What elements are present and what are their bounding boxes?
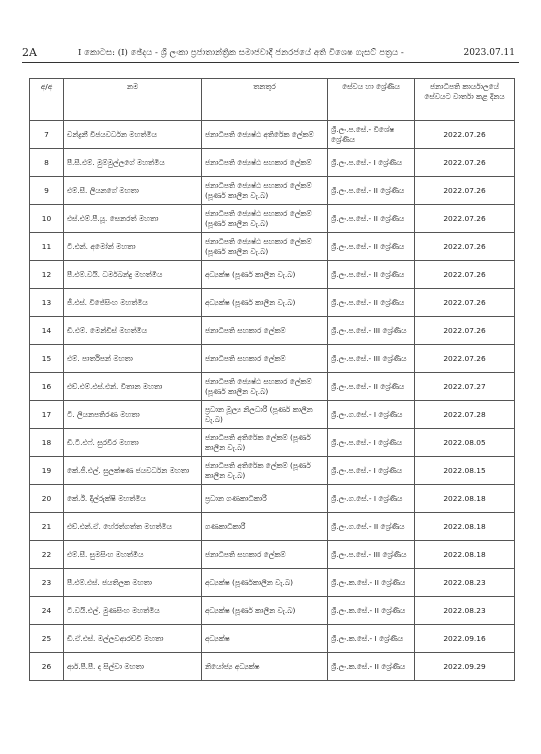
officer-name: ජී.එස්. විජේසිංහ මහත්මිය — [64, 289, 202, 317]
table-row — [30, 625, 515, 653]
table-row — [30, 541, 515, 569]
post-title: නියෝජ්‍ය අධ්‍යක්ෂ — [202, 653, 328, 681]
officer-name: පී.එම්.වයි. ධර්මබන්දු මහත්මිය — [64, 261, 202, 289]
serial-number: 22 — [30, 541, 64, 569]
post-title: ජනාධිපති ජ්‍යෙෂ්ඨ සහකාර ලේකම් (පූර්ණ කාලීන වැ.බ) — [202, 373, 328, 401]
serial-number: 8 — [30, 149, 64, 177]
report-date: 2022.08.05 — [415, 429, 515, 457]
report-date: 2022.07.26 — [415, 317, 515, 345]
table-row — [30, 569, 515, 597]
service-grade: ශ්‍රී.ලං.ප.සේ.- II ශ්‍රේණිය — [328, 373, 415, 401]
report-date: 2022.07.26 — [415, 121, 515, 149]
serial-number: 19 — [30, 457, 64, 485]
post-title: ජනාධිපති ජ්‍යෙෂ්ඨ සහකාර ලේකම් (පූර්ණ කාලීන වැ.බ) — [202, 177, 328, 205]
report-date: 2022.07.26 — [415, 289, 515, 317]
gazette-date: 2023.07.11 — [463, 48, 515, 58]
column-header-serial: අ/අ — [30, 79, 64, 121]
service-grade: ශ්‍රී.ලං.ප.සේ.- II ශ්‍රේණිය — [328, 261, 415, 289]
post-title: ජනාධිපති සහකාර ලේකම් — [202, 345, 328, 373]
service-grade: ශ්‍රී.ලං.ප.සේ.- I ශ්‍රේණිය — [328, 457, 415, 485]
officer-name: කේ.ජී.එල්. සුලක්ෂණ ජයවර්ධන මහතා — [64, 457, 202, 485]
officer-name: එච්.එම්.එස්.එන්. විතාන මහතා — [64, 373, 202, 401]
post-title: ජනාධිපති ජ්‍යෙෂ්ඨ අතිරේක ලේකම් — [202, 121, 328, 149]
appointments-table — [29, 78, 515, 681]
serial-number: 15 — [30, 345, 64, 373]
post-title: ජනාධිපති ජ්‍යෙෂ්ඨ සහකාර ලේකම් (පූර්ණ කාලීන වැ.බ) — [202, 205, 328, 233]
report-date: 2022.08.18 — [415, 541, 515, 569]
service-grade: ශ්‍රී.ලං.ප.සේ.- II ශ්‍රේණිය — [328, 205, 415, 233]
post-title: ප්‍රධාන ගණකාධිකාරී — [202, 485, 328, 513]
officer-name: ටී.එන්. අමෝන් මහතා — [64, 233, 202, 261]
service-grade: ශ්‍රී.ලං.ක.සේ.- I ශ්‍රේණිය — [328, 625, 415, 653]
service-grade: ශ්‍රී.ලං.ප.සේ.- III ශ්‍රේණිය — [328, 345, 415, 373]
page-number: 2A — [22, 46, 37, 59]
table-row — [30, 597, 515, 625]
officer-name: එච්.එන්.ඒ. හේරත්ගත්ත මහත්මිය — [64, 513, 202, 541]
serial-number: 17 — [30, 401, 64, 429]
column-header-post: තනතුර — [202, 79, 328, 121]
report-date: 2022.09.29 — [415, 653, 515, 681]
report-date: 2022.08.18 — [415, 513, 515, 541]
serial-number: 23 — [30, 569, 64, 597]
serial-number: 14 — [30, 317, 64, 345]
officer-name: එම්.සී. ලියනගේ මහතා — [64, 177, 202, 205]
serial-number: 16 — [30, 373, 64, 401]
officer-name: ටී.වයි.එල්. මුණසිංහ මහත්මිය — [64, 597, 202, 625]
column-header-report-date: ජනාධිපති කාර්යාලයේ සේවයට වාර්තා කළ දිනය — [415, 79, 515, 121]
column-header-name: නම — [64, 79, 202, 121]
table-row — [30, 261, 515, 289]
table-row — [30, 653, 515, 681]
table-row — [30, 289, 515, 317]
service-grade: ශ්‍රී.ලං.ප.සේ.- I ශ්‍රේණිය — [328, 149, 415, 177]
serial-number: 26 — [30, 653, 64, 681]
table-row — [30, 177, 515, 205]
report-date: 2022.07.26 — [415, 345, 515, 373]
serial-number: 12 — [30, 261, 64, 289]
table-row — [30, 457, 515, 485]
officer-name: ඩී.ඒ.එස්. මල්ලවආරච්චි මහතා — [64, 625, 202, 653]
service-grade: ශ්‍රී.ලං.ග.සේ.- I ශ්‍රේණිය — [328, 485, 415, 513]
serial-number: 21 — [30, 513, 64, 541]
post-title: අධ්‍යක්ෂ (පූර්ණ කාලීන වැ.බ) — [202, 289, 328, 317]
table-row — [30, 429, 515, 457]
table-header-row — [30, 79, 515, 121]
serial-number: 13 — [30, 289, 64, 317]
table-row — [30, 317, 515, 345]
post-title: අධ්‍යක්ෂ (පූර්ණකාලීන වැ.බ) — [202, 569, 328, 597]
officer-name: ටී. ලියනපතිරණ මහතා — [64, 401, 202, 429]
serial-number: 10 — [30, 205, 64, 233]
report-date: 2022.07.26 — [415, 205, 515, 233]
table-row — [30, 485, 515, 513]
service-grade: ශ්‍රී.ලං.ප.සේ.- විශේෂ ශ්‍රේණිය — [328, 121, 415, 149]
officer-name: ආර්.පී.පී. ද සිල්වා මහතා — [64, 653, 202, 681]
table-row — [30, 401, 515, 429]
post-title: ජනාධිපති අතිරේක ලේකම් (පූර්ණ කාලීන වැ.බ) — [202, 429, 328, 457]
post-title: ගණකාධිකාරී — [202, 513, 328, 541]
post-title: අධ්‍යක්ෂ (පූර්ණ කාලීන වැ.බ) — [202, 261, 328, 289]
table-row — [30, 205, 515, 233]
report-date: 2022.07.26 — [415, 261, 515, 289]
report-date: 2022.08.23 — [415, 569, 515, 597]
report-date: 2022.07.26 — [415, 149, 515, 177]
service-grade: ශ්‍රී.ලං.ක.සේ.- II ශ්‍රේණිය — [328, 569, 415, 597]
officer-name: එස්.එම්.පී.යූ. සෙනරත් මහතා — [64, 205, 202, 233]
serial-number: 11 — [30, 233, 64, 261]
serial-number: 25 — [30, 625, 64, 653]
service-grade: ශ්‍රී.ලං.ප.සේ.- I ශ්‍රේණිය — [328, 429, 415, 457]
report-date: 2022.09.16 — [415, 625, 515, 653]
report-date: 2022.07.27 — [415, 373, 515, 401]
service-grade: ශ්‍රී.ලං.ග.සේ.- I ශ්‍රේණිය — [328, 401, 415, 429]
serial-number: 7 — [30, 121, 64, 149]
serial-number: 9 — [30, 177, 64, 205]
service-grade: ශ්‍රී.ලං.ප.සේ.- III ශ්‍රේණිය — [328, 541, 415, 569]
table-row — [30, 513, 515, 541]
officer-name: ඩී.ටී.එෆ්. සුරවීර මහතා — [64, 429, 202, 457]
service-grade: ශ්‍රී.ලං.ක.සේ.- II ශ්‍රේණිය — [328, 597, 415, 625]
serial-number: 24 — [30, 597, 64, 625]
gazette-title: I කොටස: (I) ඡේදය - ශ්‍රී ලංකා ප්‍රජාතාන්ත්‍රික සමාජවාදී ජනරජයේ අති විශෙෂ ගැසට් පත්‍රය - — [78, 48, 404, 58]
serial-number: 20 — [30, 485, 64, 513]
post-title: ජනාධිපති ජ්‍යෙෂ්ඨ සහකාර ලේකම් — [202, 149, 328, 177]
post-title: ප්‍රධාන මූල්‍ය නිලධාරී (පූර්ණ කාලීන වැ.බ) — [202, 401, 328, 429]
report-date: 2022.08.15 — [415, 457, 515, 485]
report-date: 2022.08.23 — [415, 597, 515, 625]
table-row — [30, 345, 515, 373]
post-title: අධ්‍යක්ෂ (පූර්ණ කාලීන වැ.බ) — [202, 597, 328, 625]
column-header-service: සේවය හා ශ්‍රේණිය — [328, 79, 415, 121]
post-title: ජනාධිපති සහකාර ලේකම් — [202, 541, 328, 569]
officer-name: කේ.ඊ. දිල්රුක්ෂි මහත්මිය — [64, 485, 202, 513]
post-title: ජනාධිපති ජ්‍යෙෂ්ඨ සහකාර ලේකම් (පූර්ණ කාලීන වැ.බ) — [202, 233, 328, 261]
page-header — [22, 44, 519, 63]
table-row — [30, 233, 515, 261]
service-grade: ශ්‍රී.ලං.ප.සේ.- II ශ්‍රේණිය — [328, 177, 415, 205]
post-title: ජනාධිපති අතිරේක ලේකම් (පූර්ණ කාලීන වැ.බ) — [202, 457, 328, 485]
officer-name: පී.සී.එම්. මුම්මුල්ලගේ මහත්මිය — [64, 149, 202, 177]
serial-number: 18 — [30, 429, 64, 457]
report-date: 2022.07.26 — [415, 177, 515, 205]
report-date: 2022.07.26 — [415, 233, 515, 261]
service-grade: ශ්‍රී.ලං.ප.සේ.- III ශ්‍රේණිය — [328, 317, 415, 345]
table-row — [30, 121, 515, 149]
officer-name: චන්ද්‍රනී විජයවර්ධන මහත්මිය — [64, 121, 202, 149]
post-title: ජනාධිපති සහකාර ලේකම් — [202, 317, 328, 345]
officer-name: එම්. පාර්තිපන් මහතා — [64, 345, 202, 373]
officer-name: ඩී.එම්. මෙන්ඩිස් මහත්මිය — [64, 317, 202, 345]
service-grade: ශ්‍රී.ලං.ප.සේ.- II ශ්‍රේණිය — [328, 289, 415, 317]
table-row — [30, 149, 515, 177]
officer-name: පී.එම්.එස්. ජයතිලක මහතා — [64, 569, 202, 597]
report-date: 2022.08.18 — [415, 485, 515, 513]
table-row — [30, 373, 515, 401]
officer-name: එම්.සී. සුමසිංහ මහත්මිය — [64, 541, 202, 569]
service-grade: ශ්‍රී.ලං.ග.සේ.- II ශ්‍රේණිය — [328, 513, 415, 541]
service-grade: ශ්‍රී.ලං.ප.සේ.- II ශ්‍රේණිය — [328, 233, 415, 261]
report-date: 2022.07.28 — [415, 401, 515, 429]
service-grade: ශ්‍රී.ලං.ක.සේ.- II ශ්‍රේණිය — [328, 653, 415, 681]
post-title: අධ්‍යක්ෂ — [202, 625, 328, 653]
